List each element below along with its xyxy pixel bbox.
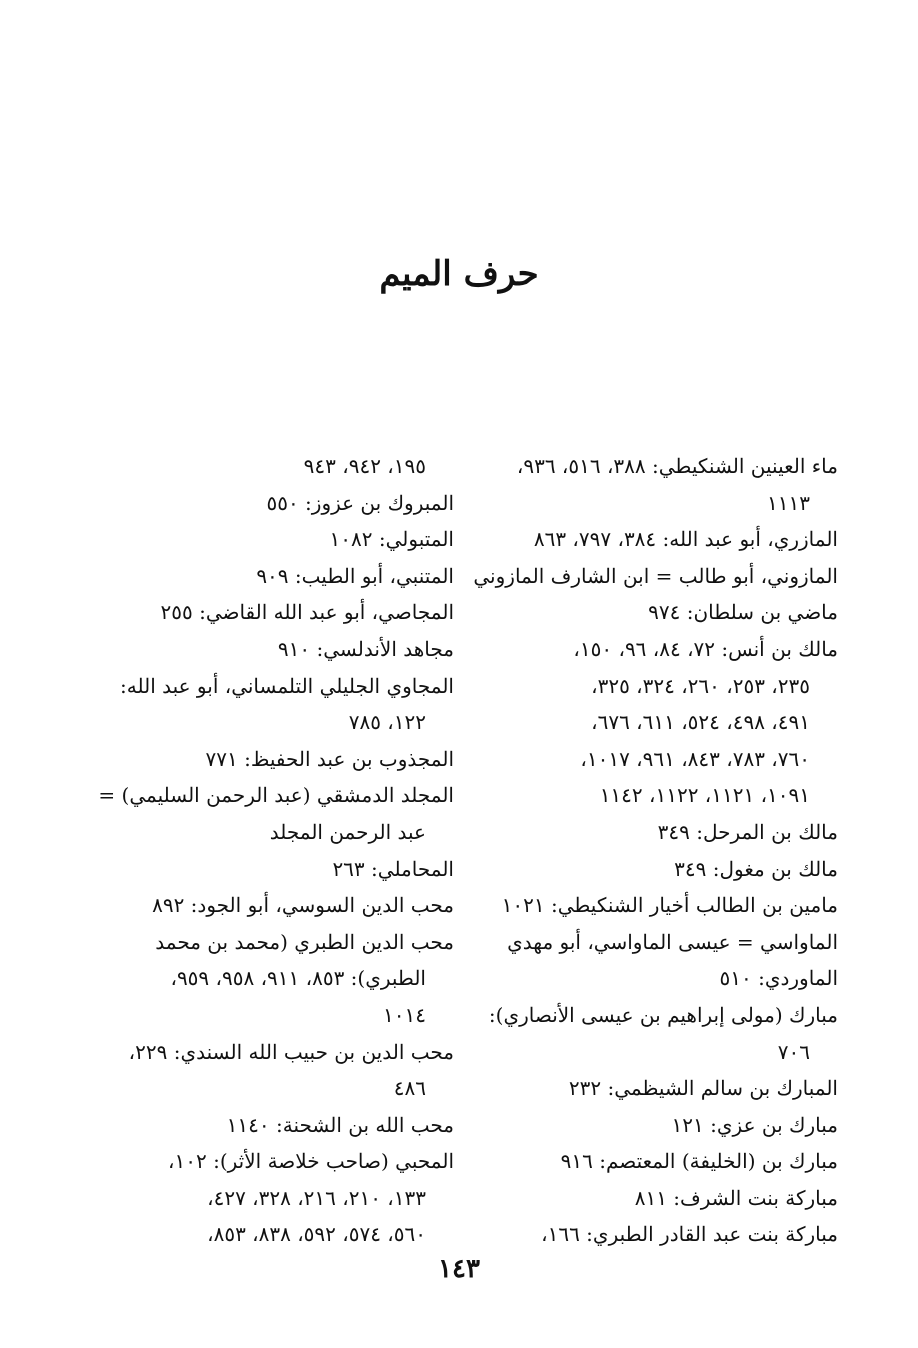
index-entry: ماضي بن سلطان: ٩٧٤ [648, 600, 838, 625]
index-entry: مبارك (مولى إبراهيم بن عيسى الأنصاري): [488, 1002, 838, 1027]
index-entry-continuation: ١٣٣، ٢١٠، ٢١٦، ٣٢٨، ٤٢٧، [207, 1185, 426, 1210]
index-entry: الماوردي: ٥١٠ [719, 966, 838, 991]
index-entry: مجاهد الأندلسي: ٩١٠ [277, 636, 454, 661]
index-entry: مباركة بنت عبد القادر الطبري: ١٦٦، [541, 1222, 838, 1247]
index-entry-continuation: ١٩٥، ٩٤٢، ٩٤٣ [303, 454, 426, 478]
index-entry: مامين بن الطالب أخيار الشنكيطي: ١٠٢١ [501, 893, 838, 918]
index-entry: مالك بن مغول: ٣٤٩ [674, 856, 838, 881]
index-entry-continuation: ٢٣٥، ٢٥٣، ٢٦٠، ٣٢٤، ٣٢٥، [591, 673, 810, 698]
index-entry: محب الدين بن حبيب الله السندي: ٢٢٩، [128, 1039, 454, 1064]
index-entry: المجاوي الجليلي التلمساني، أبو عبد الله: [120, 673, 454, 698]
index-entry: مالك بن المرحل: ٣٤٩ [657, 819, 838, 844]
index-entry: المازري، أبو عبد الله: ٣٨٤، ٧٩٧، ٨٦٣ [533, 527, 838, 552]
index-entry-continuation: ١٠٩١، ١١٢١، ١١٢٢، ١١٤٢ [599, 783, 810, 808]
index-entry-continuation: الطبري): ٨٥٣، ٩١١، ٩٥٨، ٩٥٩، [170, 966, 426, 991]
index-entry-continuation: ٤٨٦ [393, 1076, 426, 1101]
index-entry: المتنبي، أبو الطيب: ٩٠٩ [256, 563, 454, 588]
index-entry: ماء العينين الشنكيطي: ٣٨٨، ٥١٦، ٩٣٦، [516, 454, 838, 478]
index-entry-continuation: ٤٩١، ٤٩٨، ٥٢٤، ٦١١، ٦٧٦، [591, 710, 810, 735]
index-entry: محب الدين السوسي، أبو الجود: ٨٩٢ [152, 893, 454, 918]
index-entry-continuation: ٧٠٦ [777, 1039, 810, 1064]
index-entry: المازوني، أبو طالب = ابن الشارف المازوني [473, 563, 838, 588]
index-entry: مبارك بن عزي: ١٢١ [671, 1112, 838, 1137]
index-entry: مبارك بن (الخليفة) المعتصم: ٩١٦ [560, 1149, 838, 1174]
index-column-right [466, 448, 838, 1253]
index-entry: محب الدين الطبري (محمد بن محمد [155, 929, 454, 954]
index-entry: المجذوب بن عبد الحفيظ: ٧٧١ [205, 746, 454, 771]
index-entry-continuation: ١٢٢، ٧٨٥ [348, 710, 426, 735]
index-entry: المحاملي: ٢٦٣ [332, 856, 454, 881]
index-entry: الماواسي = عيسى الماواسي، أبو مهدي [507, 929, 838, 954]
index-column-left [82, 448, 454, 1253]
page-number: ١٤٣ [438, 1254, 480, 1284]
index-entry-continuation: ١١١٣ [767, 490, 810, 515]
page-title: حرف الميم [379, 254, 539, 294]
index-entry-continuation: ١٠١٤ [383, 1002, 426, 1027]
index-entry-continuation: عبد الرحمن المجلد [269, 819, 426, 844]
index-entry: المبارك بن سالم الشيظمي: ٢٣٢ [568, 1076, 838, 1101]
index-entry: مباركة بنت الشرف: ٨١١ [634, 1185, 838, 1210]
index-entry-continuation: ٥٦٠، ٥٧٤، ٥٩٢، ٨٣٨، ٨٥٣، [207, 1222, 426, 1247]
index-entry: محب الله بن الشحنة: ١١٤٠ [226, 1112, 454, 1137]
index-entry: مالك بن أنس: ٧٢، ٨٤، ٩٦، ١٥٠، [573, 636, 838, 661]
index-entry: المتبولي: ١٠٨٢ [329, 527, 454, 552]
index-entry-continuation: ٧٦٠، ٧٨٣، ٨٤٣، ٩٦١، ١٠١٧، [580, 746, 810, 771]
index-entry: المجاصي، أبو عبد الله القاضي: ٢٥٥ [160, 600, 454, 625]
index-entry: المبروك بن عزوز: ٥٥٠ [266, 490, 454, 515]
index-entry: المجلد الدمشقي (عبد الرحمن السليمي) = [98, 783, 454, 808]
index-entry: المحبي (صاحب خلاصة الأثر): ١٠٢، [168, 1149, 454, 1174]
